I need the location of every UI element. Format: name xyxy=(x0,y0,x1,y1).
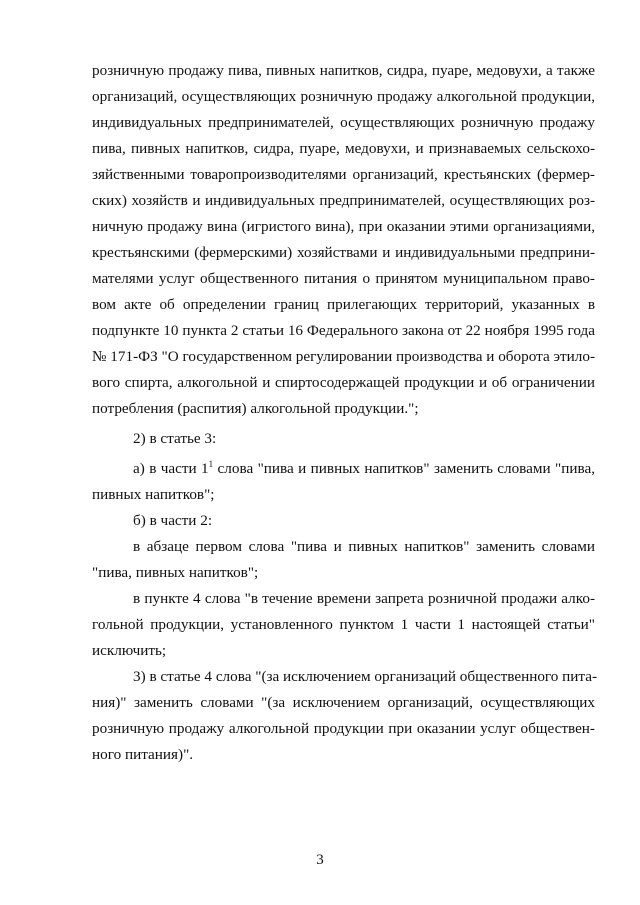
paragraph-1-line: зяйственными товаропроизводителями организаций, крестьянских (фермер- xyxy=(92,166,595,183)
paragraph-1-line: розничную продажу пива, пивных напитков, сидра, пуаре, медовухи, а также xyxy=(92,62,595,79)
paragraph-1-line: потребления (распития) алкогольной продукции."; xyxy=(92,400,419,417)
item-2b-1-line: в абзаце первом слова "пива и пивных напитков" заменить словами xyxy=(133,538,595,555)
item-3-line: розничную продажу алкогольной продукции при оказании услуг обществен- xyxy=(92,720,595,737)
item-2-heading: 2) в статье 3: xyxy=(133,430,217,447)
paragraph-1-line: организаций, осуществляющих розничную продажу алкогольной продукции, xyxy=(92,88,595,105)
paragraph-1-line: вого спирта, алкогольной и спиртосодержащей продукции и об ограничении xyxy=(92,374,595,391)
paragraph-1-line: мателями услуг общественного питания о принятом муниципальном право- xyxy=(92,270,595,287)
page-number: 3 xyxy=(316,852,324,868)
paragraph-1-line: ничную продажу вина (игристого вина), при оказании этими организациями, xyxy=(92,218,595,235)
paragraph-1-line: ских) хозяйств и индивидуальных предпринимателей, осуществляющих роз- xyxy=(92,192,595,209)
paragraph-1-line: пива, пивных напитков, сидра, пуаре, медовухи, и признаваемых сельскохо- xyxy=(92,140,595,157)
item-3-line: ного питания)". xyxy=(92,746,194,763)
item-2b-2-line: исключить; xyxy=(92,642,167,659)
paragraph-1-line: № 171-ФЗ "О государственном регулировании производства и оборота этило- xyxy=(92,348,595,365)
item-2a-superscript: 1 xyxy=(208,459,214,469)
paragraph-1-line: подпункте 10 пункта 2 статьи 16 Федерального закона от 22 ноября 1995 года xyxy=(92,322,595,339)
paragraph-1-line: вом акте об определении границ прилегающих территорий, указанных в xyxy=(92,296,595,313)
item-2a-lead: а) в части 1 xyxy=(133,460,209,477)
item-2a-rest: слова "пива и пивных напитков" заменить словами "пива, xyxy=(213,460,595,477)
item-3-line: ния)" заменить словами "(за исключением организаций, осуществляющих xyxy=(92,694,595,711)
item-2a-line: пивных напитков"; xyxy=(92,486,215,503)
paragraph-1-line: крестьянскими (фермерскими) хозяйствами и индивидуальными предприни- xyxy=(92,244,595,261)
item-3-line: 3) в статье 4 слова "(за исключением организаций общественного пита- xyxy=(133,668,598,685)
item-2b-2-line: в пункте 4 слова "в течение времени запрета розничной продажи алко- xyxy=(133,590,595,607)
item-2a-line xyxy=(133,459,595,479)
item-2b-1-line: "пива, пивных напитков"; xyxy=(92,564,259,581)
paragraph-1-line: индивидуальных предпринимателей, осуществляющих розничную продажу xyxy=(92,114,595,131)
item-2b-2-line: гольной продукции, установленного пунктом 1 части 1 настоящей статьи" xyxy=(92,616,595,633)
item-2b-heading: б) в части 2: xyxy=(133,512,213,529)
